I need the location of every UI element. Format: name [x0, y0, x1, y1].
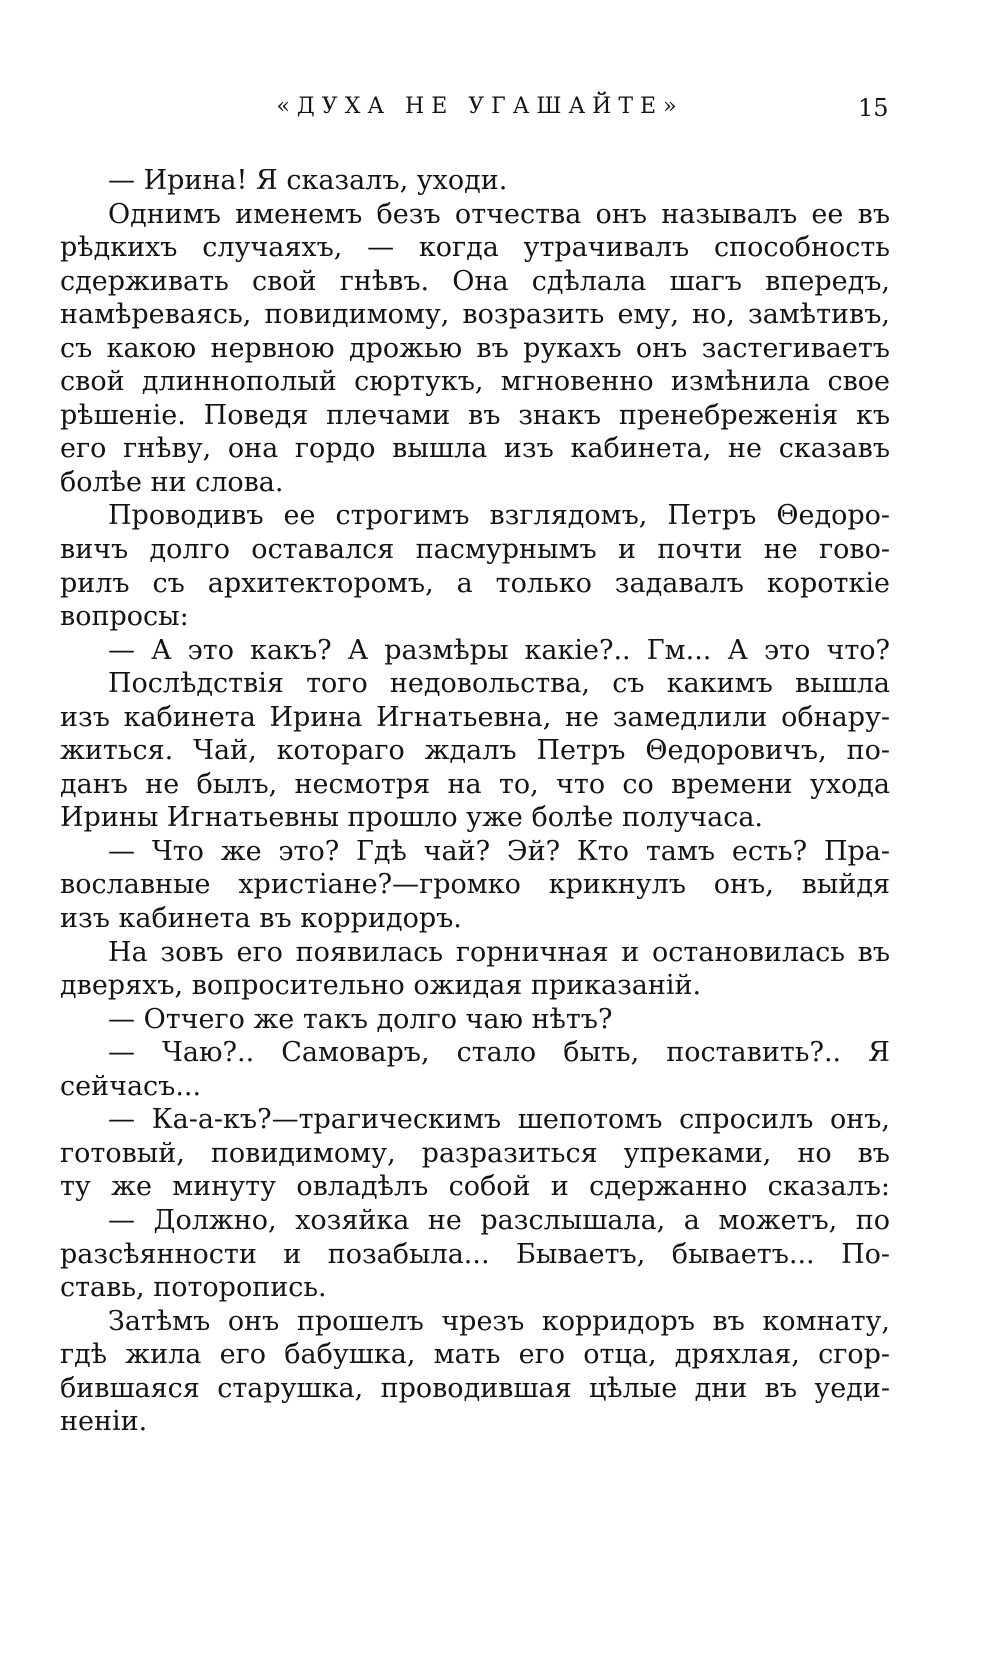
- text-line: житься. Чай, котораго ждалъ Петръ Θедоровичъ, по-: [60, 735, 890, 767]
- text-line: Затѣмъ онъ прошелъ чрезъ корридоръ въ комнату,: [108, 1305, 890, 1337]
- text-line: Проводивъ ее строгимъ взглядомъ, Петръ Θедоро-: [108, 500, 890, 532]
- body-text: [60, 164, 890, 1464]
- text-line: ту же минуту овладѣлъ собой и сдержанно сказалъ:: [60, 1171, 890, 1203]
- text-line: — Должно, хозяйка не разслышала, а можетъ, по: [108, 1204, 890, 1236]
- text-line: его гнѣву, она гордо вышла изъ кабинета, не сказавъ: [60, 433, 890, 465]
- text-line: свой длиннополый сюртукъ, мгновенно измѣнила свое: [60, 366, 890, 398]
- text-line: гдѣ жила его бабушка, мать его отца, дряхлая, сгор-: [60, 1339, 890, 1371]
- text-line: вославные христіане?—громко крикнулъ онъ, выйдя: [60, 869, 890, 901]
- text-line: вичъ долго оставался пасмурнымъ и почти не гово-: [60, 534, 890, 566]
- text-line: бившаяся старушка, проводившая цѣлые дни въ уеди-: [60, 1372, 890, 1404]
- text-line: данъ не былъ, несмотря на то, что со времени ухода: [60, 768, 890, 800]
- text-line: Послѣдствія того недовольства, съ какимъ вышла: [108, 668, 890, 700]
- text-line: — Чаю?.. Самоваръ, стало быть, поставить?.. Я: [108, 1037, 890, 1069]
- page-number: 15: [858, 94, 889, 122]
- text-line: сдерживать свой гнѣвъ. Она сдѣлала шагъ впередъ,: [60, 265, 890, 297]
- text-line: рилъ съ архитекторомъ, а только задавалъ короткіе: [60, 567, 890, 599]
- text-line: рѣдкихъ случаяхъ, — когда утрачивалъ способность: [60, 232, 890, 264]
- text-line: намѣреваясь, повидимому, возразить ему, но, замѣтивъ,: [60, 299, 890, 331]
- text-line: — Отчего же такъ долго чаю нѣтъ?: [108, 1003, 613, 1035]
- text-line: сейчасъ...: [60, 1070, 202, 1102]
- text-line: рѣшеніе. Поведя плечами въ знакъ пренебреженія къ: [60, 399, 890, 431]
- text-line: — Что же это? Гдѣ чай? Эй? Кто тамъ есть? Пра-: [108, 835, 890, 867]
- text-line: дверяхъ, вопросительно ожидая приказаній.: [60, 970, 702, 1002]
- running-title: «ДУХА НЕ УГАШАЙТЕ»: [276, 94, 684, 119]
- text-line: вопросы:: [60, 601, 189, 633]
- text-line: — Ка-а-къ?—трагическимъ шепотомъ спросилъ онъ,: [108, 1104, 890, 1136]
- text-line: — Ирина! Я сказалъ, уходи.: [108, 165, 508, 196]
- text-line: Однимъ именемъ безъ отчества онъ называлъ ее въ: [108, 198, 890, 230]
- text-line: Ирины Игнатьевны прошло уже болѣе получаса.: [60, 802, 764, 834]
- text-line: готовый, повидимому, разразиться упреками, но въ: [60, 1137, 890, 1169]
- text-line: съ какою нервною дрожью въ рукахъ онъ застегиваетъ: [60, 332, 890, 364]
- text-line: болѣе ни слова.: [60, 466, 284, 498]
- text-line: На зовъ его появилась горничная и остановилась въ: [108, 936, 890, 968]
- text-line: ставь, поторопись.: [60, 1272, 327, 1304]
- text-line: изъ кабинета Ирина Игнатьевна, не замедлили обнару-: [60, 701, 890, 733]
- text-line: разсѣянности и позабыла... Бываетъ, бываетъ... По-: [60, 1238, 890, 1270]
- text-line: изъ кабинета въ корридоръ.: [60, 903, 462, 935]
- text-line: — А это какъ? А размѣры какіе?.. Гм... А это что?: [108, 634, 890, 666]
- text-line: неніи.: [60, 1406, 148, 1438]
- running-head: [0, 86, 1000, 130]
